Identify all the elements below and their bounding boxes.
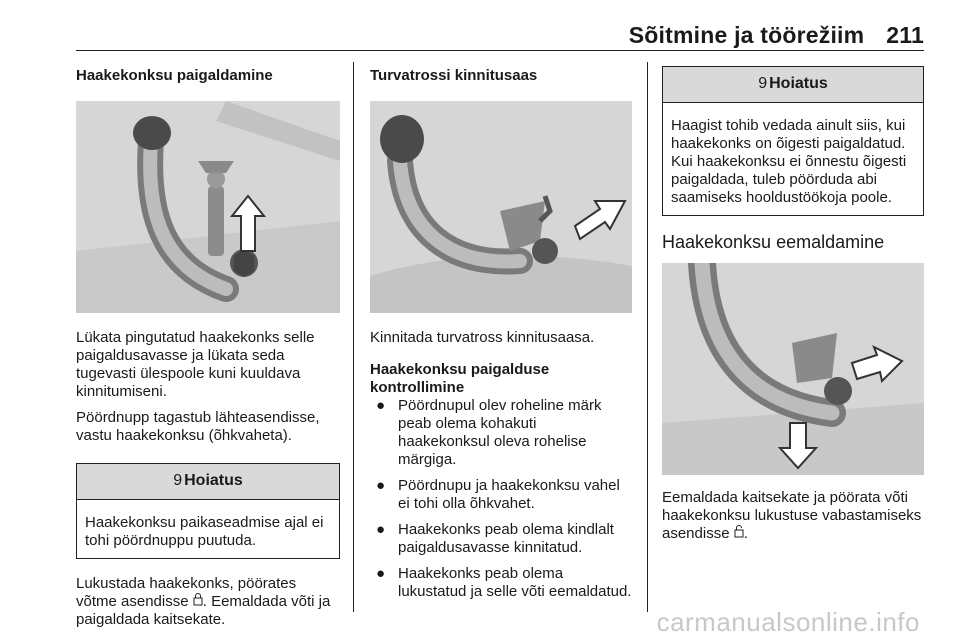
list-item-text: Pöördnupul olev roheline märk peab olema kohakuti haakekonksul oleva rohelise märgiga. — [398, 397, 602, 468]
bullet-icon: ● — [376, 565, 386, 582]
safety-cable-eyelet-figure — [370, 101, 632, 313]
paragraph-text: . Eemaldada võti ja paigaldada kaitsekate. — [76, 593, 331, 628]
page-title: Sõitmine ja töörežiim — [628, 22, 865, 48]
warning-icon: 9 — [173, 472, 183, 489]
column-divider — [353, 62, 354, 612]
bullet-icon: ● — [376, 397, 386, 414]
warning-title: Hoiatus — [184, 472, 243, 489]
watermark: carmanualsonline.info — [656, 607, 920, 637]
section-heading: Haakekonksu paigalduse kontrollimine — [370, 361, 550, 396]
list-item-text: Haakekonks peab olema lukustatud ja selle võti eemaldatud. — [398, 565, 632, 600]
column-1 — [76, 62, 340, 637]
section-heading: Turvatrossi kinnitusaas — [370, 67, 538, 84]
page-number: 211 — [886, 22, 924, 48]
paragraph-text: Lukustada haakekonks, pöörates võtme asendisse — [76, 575, 297, 610]
bullet-icon: ● — [376, 521, 386, 538]
header-divider — [76, 50, 924, 51]
paragraph: Pöördnupp tagastub lähteasendisse, vastu haakekonksu (õhkvaheta). — [76, 409, 320, 444]
warning-header — [663, 67, 923, 103]
paragraph-text: Eemaldada kaitsekate ja pöörata võti haakekonksu lukustuse vabastamiseks asendisse — [662, 489, 922, 542]
bullet-icon: ● — [376, 477, 386, 494]
paragraph: Kinnitada turvatross kinnitusaasa. — [370, 329, 595, 346]
lock-open-icon — [734, 526, 744, 541]
section-heading: Haakekonksu eemaldamine — [662, 232, 885, 252]
page-header — [629, 22, 924, 49]
paragraph — [76, 575, 340, 629]
section-heading: Haakekonksu paigaldamine — [76, 67, 273, 84]
paragraph — [662, 489, 924, 543]
column-divider — [647, 62, 648, 612]
tow-hitch-remove-figure — [662, 263, 924, 475]
warning-text: Haakekonksu paikaseadmise ajal ei tohi pöördnuppu puutuda. — [85, 514, 324, 549]
paragraph: Lükata pingutatud haakekonks selle paigaldusavasse ja lükata seda tugevasti ülespoole kuni kuuldava kinnitumiseni. — [76, 329, 315, 400]
list-item — [370, 477, 632, 513]
list-item — [370, 521, 632, 557]
warning-box — [662, 66, 924, 216]
lock-closed-icon — [193, 594, 203, 609]
warning-header — [77, 464, 339, 500]
paragraph-text: . — [743, 525, 748, 542]
list-item-text: Haakekonks peab olema kindlalt paigaldusavasse kinnitatud. — [398, 521, 614, 556]
warning-box — [76, 463, 340, 559]
list-item — [370, 397, 632, 469]
column-3 — [662, 62, 924, 551]
list-item — [370, 565, 632, 601]
warning-text: Haagist tohib vedada ainult siis, kui haakekonks on õigesti paigaldatud. Kui haakekonksu ei õnnestu õigesti paigaldada, tuleb pöörduda abi saamiseks hooldustöökoja poole. — [671, 117, 907, 206]
check-list — [370, 397, 632, 601]
warning-title: Hoiatus — [769, 75, 828, 92]
column-2 — [370, 62, 632, 609]
tow-hitch-install-figure — [76, 101, 340, 313]
warning-icon: 9 — [758, 75, 768, 92]
list-item-text: Pöördnupu ja haakekonksu vahel ei tohi olla õhkvahet. — [398, 477, 620, 512]
